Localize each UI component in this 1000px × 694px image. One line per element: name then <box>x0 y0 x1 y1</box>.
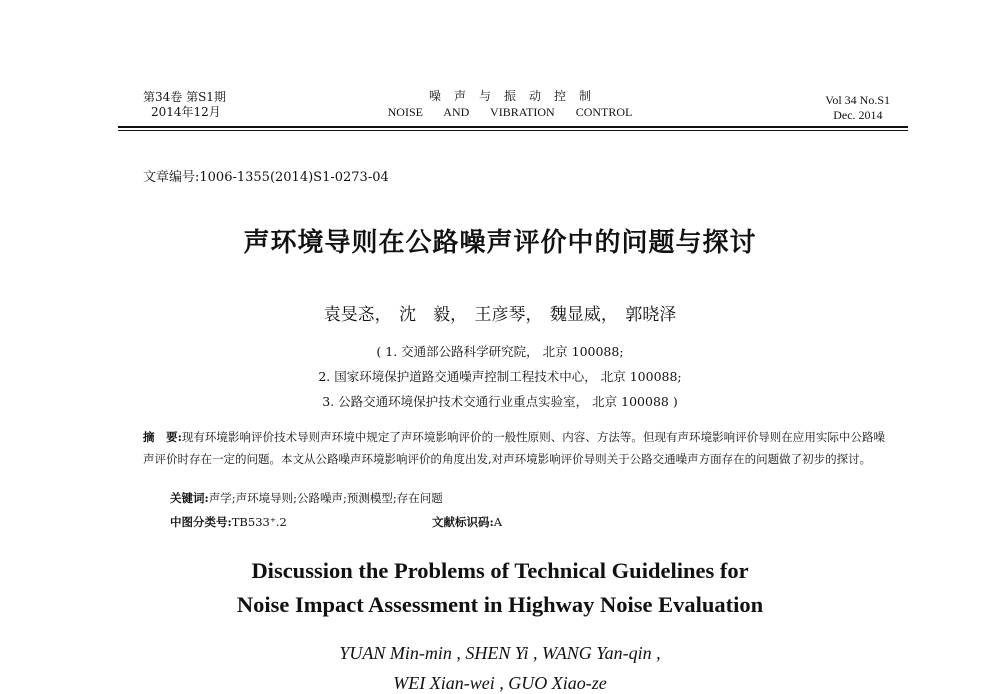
affiliation-2: 2. 国家环境保护道路交通噪声控制工程技术中心， 北京 100088; <box>318 369 682 384</box>
affiliation-3: 3. 公路交通环境保护技术交通行业重点实验室， 北京 100088 ) <box>322 394 678 409</box>
header-volume-info-en <box>825 93 890 123</box>
header-volume-info <box>143 90 226 120</box>
header-date-en: Dec. 2014 <box>833 108 883 122</box>
title-english-line2: Noise Impact Assessment in Highway Noise Evaluation <box>236 592 764 617</box>
classification-number <box>170 514 287 530</box>
abstract <box>143 426 885 470</box>
header-rule-thin <box>118 130 908 131</box>
authors-english-line1: YUAN Min-min , SHEN Yi , WANG Yan-qin , <box>339 643 661 663</box>
abstract-label: 摘 要: <box>143 430 182 444</box>
classification-label: 中图分类号: <box>170 515 232 529</box>
document-code-label: 文献标识码: <box>432 515 494 529</box>
header-journal-name <box>360 88 660 120</box>
header-volume-issue: 第34卷 第S1期 <box>143 90 226 104</box>
classification-value: TB533⁺.2 <box>231 515 287 529</box>
header-date-cn: 2014年12月 <box>151 105 221 119</box>
authors-english-line2: WEI Xian-wei , GUO Xiao-ze <box>393 673 607 693</box>
journal-name-cn: 噪声与振动控制 <box>428 89 604 103</box>
authors-chinese: 袁旻忞， 沈 毅， 王彦琴， 魏显威， 郭晓泽 <box>323 305 677 325</box>
article-number: 文章编号:1006-1355(2014)S1-0273-04 <box>143 170 389 185</box>
title-chinese: 声环境导则在公路噪声评价中的问题与探讨 <box>243 228 757 258</box>
affiliation-1: ( 1. 交通部公路科学研究院， 北京 100088; <box>376 344 624 359</box>
journal-name-en: NOISE AND VIBRATION CONTROL <box>387 105 633 119</box>
keywords-text: 声学;声环境导则;公路噪声;预测模型;存在问题 <box>208 491 443 505</box>
keywords-label: 关键词: <box>170 491 209 505</box>
keywords <box>170 490 443 506</box>
document-code-value: A <box>493 515 503 529</box>
header-rule-thick <box>118 126 908 128</box>
abstract-text: 现有环境影响评价技术导则声环境中规定了声环境影响评价的一般性原则、内容、方法等。但现有声环境影响评价导则在应用实际中公路噪声评价时存在一定的问题。本文从公路噪声环境影响评价的角度出发,对声环境影响评价导则关于公路交通噪声方面存在的问题做了初步的探讨。 <box>143 430 885 466</box>
header-volume-en: Vol 34 No.S1 <box>825 93 890 107</box>
title-english-line1: Discussion the Problems of Technical Guidelines for <box>251 558 749 583</box>
document-code <box>432 514 502 530</box>
